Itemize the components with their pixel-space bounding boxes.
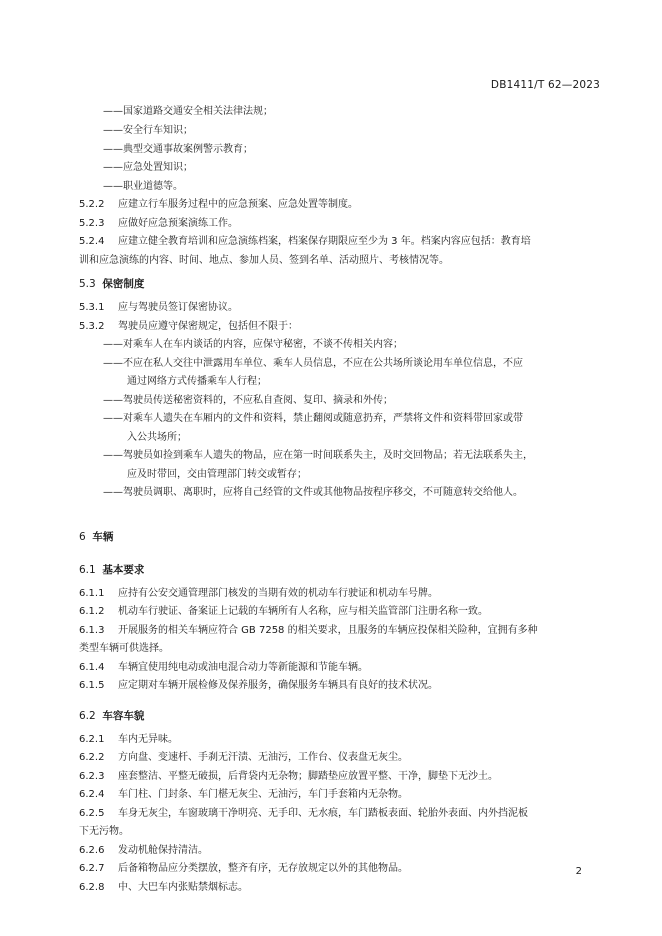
section-number: 5.3 <box>79 278 96 290</box>
section-title: 保密制度 <box>102 278 145 290</box>
clause-number: 5.3.1 <box>79 302 105 313</box>
clause-text: 车门柱、门封条、车门椹无灰尘、无油污，车门手套箱内无杂物。 <box>118 789 408 800</box>
clause-number: 6.1.3 <box>79 625 105 636</box>
list-item: ——国家道路交通安全相关法律法规； <box>103 106 273 117</box>
list-item: ——应急处置知识； <box>103 162 193 173</box>
clause-number: 6.2.8 <box>79 882 105 893</box>
clause-number: 6.1.5 <box>79 680 105 691</box>
clause-number: 6.2.2 <box>79 752 105 763</box>
clause-text: 开展服务的相关车辆应符合 GB 7258 的相关要求，且服务的车辆应投保相关险种，宜拥有多种 <box>118 625 538 636</box>
clause-number: 6.1.2 <box>79 606 105 617</box>
clause-text: 座套整洁、平整无破损，后背袋内无杂物；脚踏垫应放置平整、干净，脚垫下无沙土。 <box>118 771 498 782</box>
list-item: ——驾驶员传送秘密资料的，不应私自查阅、复印、摘录和外传； <box>103 395 393 406</box>
list-item: ——对乘车人在车内谈话的内容，应保守秘密，不谈不传相关内容； <box>103 339 403 350</box>
clause-text: 驾驶员应遵守保密规定，包括但不限于： <box>118 321 298 332</box>
clause-text: 车辆宜使用纯电动或油电混合动力等新能源和节能车辆。 <box>118 662 368 673</box>
clause-number: 6.2.7 <box>79 863 105 874</box>
chapter-number: 6 <box>79 531 86 543</box>
clause-text-continued: 下无污物。 <box>79 826 129 837</box>
clause-text: 应建立行车服务过程中的应急预案、应急处置等制度。 <box>118 199 358 210</box>
section-heading <box>79 564 144 576</box>
clause-text-continued: 训和应急演练的内容、时间、地点、参加人员、签到名单、活动照片、考核情况等。 <box>79 255 449 266</box>
section-title: 车容车貌 <box>102 710 145 722</box>
clause-text: 后备箱物品应分类摆放，整齐有序，无存放规定以外的其他物品。 <box>118 863 408 874</box>
list-item: ——不应在私人交往中泄露用车单位、乘车人员信息，不应在公共场所谈论用车单位信息，不应 <box>103 358 523 369</box>
list-item: ——典型交通事故案例警示教育； <box>103 144 253 155</box>
section-title: 基本要求 <box>102 564 145 576</box>
list-item-continued: 应及时带回，交由管理部门转交或暂存； <box>127 469 307 480</box>
clause-text: 应定期对车辆开展检修及保养服务，确保服务车辆具有良好的技术状况。 <box>118 680 438 691</box>
chapter-heading <box>79 531 113 543</box>
clause-number: 6.2.3 <box>79 771 105 782</box>
list-item: ——职业道德等。 <box>103 181 183 192</box>
list-item-continued: 通过网络方式传播乘车人行程； <box>127 376 267 387</box>
clause-number: 5.2.3 <box>79 218 105 229</box>
list-item: ——驾驶员调职、离职时，应将自己经管的文件或其他物品按程序移交，不可随意转交给他人。 <box>103 487 523 498</box>
clause-number: 5.2.4 <box>79 236 105 247</box>
clause-text: 机动车行驶证、备案证上记载的车辆所有人名称，应与相关监管部门注册名称一致。 <box>118 606 488 617</box>
clause-text: 车身无灰尘，车窗玻璃干净明亮、无手印、无水痕，车门踏板表面、轮胎外表面、内外挡泥板 <box>118 808 528 819</box>
section-heading <box>79 278 144 290</box>
clause-number: 5.3.2 <box>79 321 105 332</box>
clause-number: 6.1.4 <box>79 662 105 673</box>
clause-text: 发动机舱保持清洁。 <box>118 845 208 856</box>
clause-text: 应建立健全教育培训和应急演练档案，档案保存期限应至少为 3 年。档案内容应包括：教育培 <box>118 236 531 247</box>
page-number: 2 <box>575 866 582 877</box>
list-item: ——驾驶员如捡到乘车人遗失的物品，应在第一时间联系失主，及时交回物品；若无法联系失主， <box>103 450 533 461</box>
list-item: ——对乘车人遗失在车厢内的文件和资料，禁止翻阅或随意扔弃，严禁将文件和资料带回家或带 <box>103 413 523 424</box>
clause-text: 应做好应急预案演练工作。 <box>118 218 238 229</box>
list-item-continued: 入公共场所； <box>127 432 187 443</box>
clause-text: 方向盘、变速杆、手刹无汗渍、无油污，工作台、仪表盘无灰尘。 <box>118 752 408 763</box>
clause-text: 应与驾驶员签订保密协议。 <box>118 302 238 313</box>
section-number: 6.1 <box>79 564 96 576</box>
clause-number: 6.1.1 <box>79 588 105 599</box>
clause-number: 5.2.2 <box>79 199 105 210</box>
list-item: ——安全行车知识； <box>103 125 193 136</box>
clause-text: 车内无异味。 <box>118 734 178 745</box>
clause-number: 6.2.1 <box>79 734 105 745</box>
clause-number: 6.2.4 <box>79 789 105 800</box>
clause-number: 6.2.5 <box>79 808 105 819</box>
section-heading <box>79 710 144 722</box>
clause-text: 应持有公安交通管理部门核发的当期有效的机动车行驶证和机动车号牌。 <box>118 588 438 599</box>
clause-text: 中、大巴车内张贴禁烟标志。 <box>118 882 248 893</box>
section-number: 6.2 <box>79 710 96 722</box>
document-id-header: DB1411/T 62—2023 <box>490 79 600 91</box>
clause-text-continued: 类型车辆可供选择。 <box>79 643 169 654</box>
clause-number: 6.2.6 <box>79 845 105 856</box>
chapter-title: 车辆 <box>92 531 114 543</box>
